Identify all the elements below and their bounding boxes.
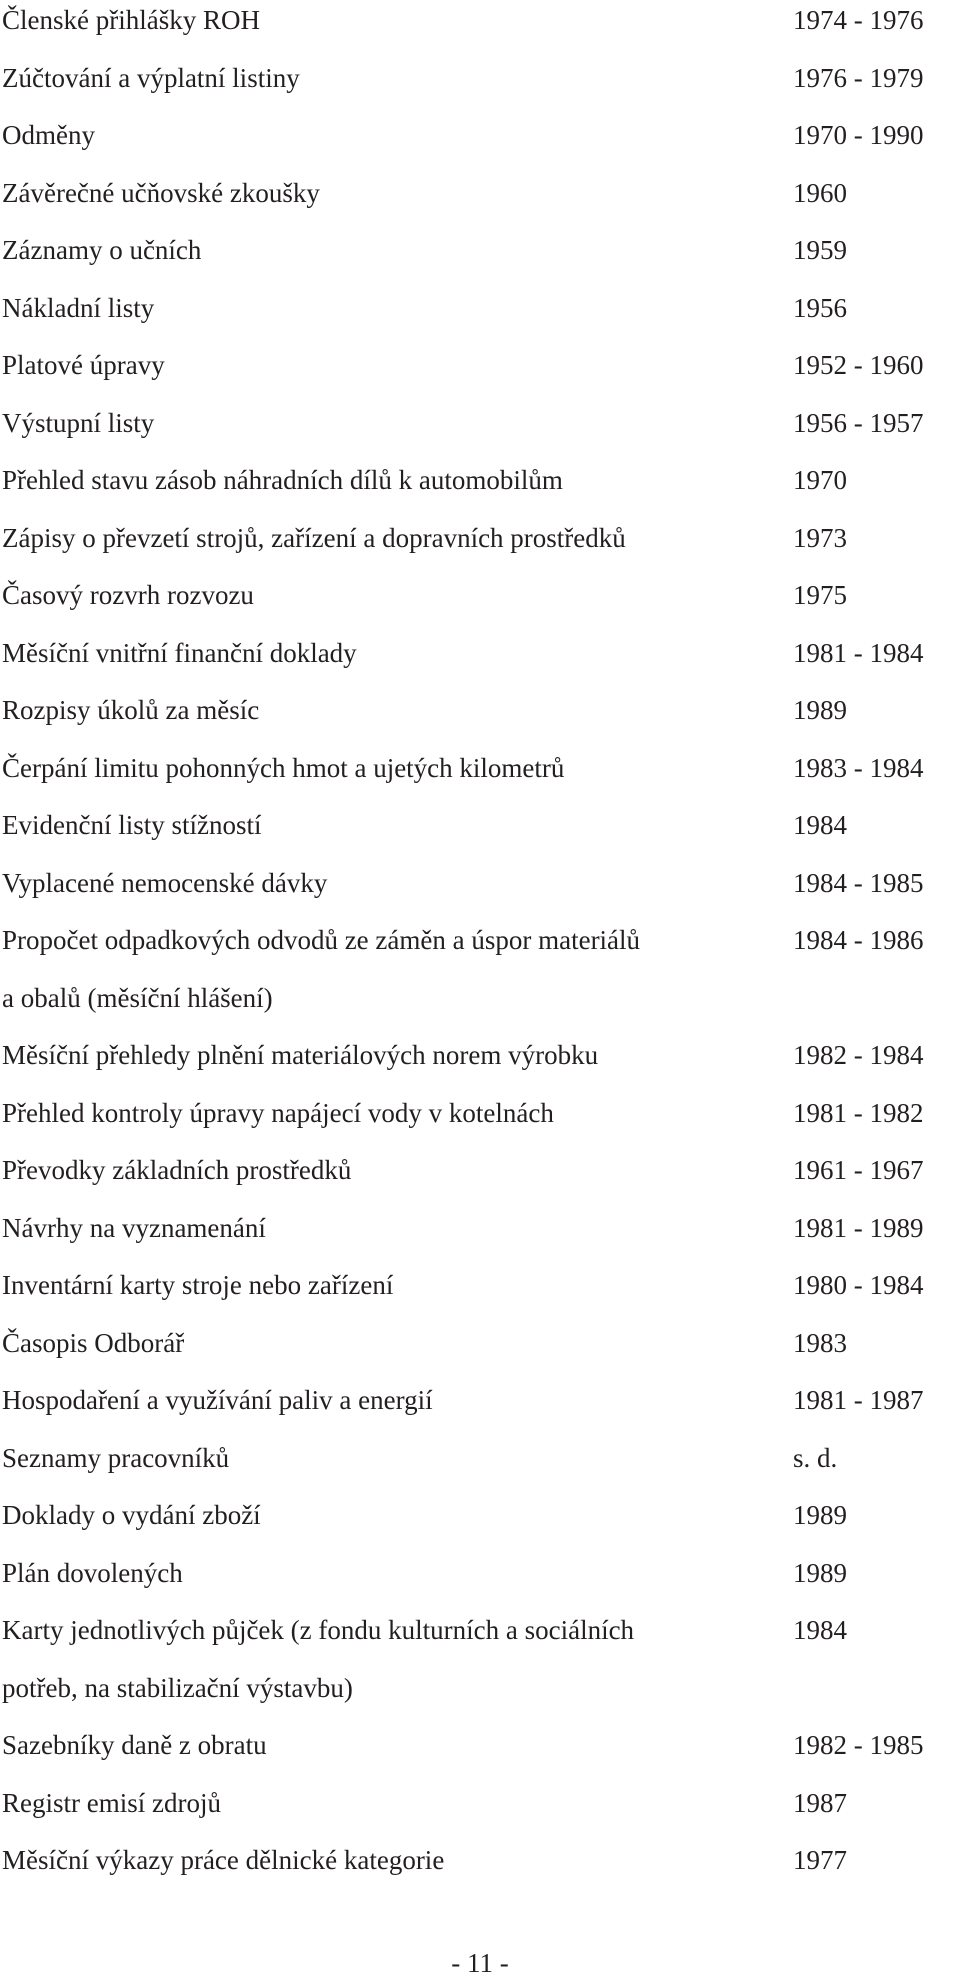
record-title: Rozpisy úkolů za měsíc xyxy=(2,695,260,725)
record-title: Inventární karty stroje nebo zařízení xyxy=(2,1270,394,1300)
record-years: 1982 - 1985 xyxy=(793,1730,924,1760)
record-title: Zúčtování a výplatní listiny xyxy=(2,62,300,93)
record-row xyxy=(0,920,960,978)
record-row xyxy=(0,1668,960,1726)
record-years: 1975 xyxy=(793,580,847,610)
record-title: Registr emisí zdrojů xyxy=(2,1787,221,1818)
record-row xyxy=(0,1610,960,1668)
record-years: 1984 xyxy=(793,810,847,840)
record-row xyxy=(0,1725,960,1783)
record-row xyxy=(0,58,960,116)
record-years: s. d. xyxy=(793,1442,838,1473)
record-title: Měsíční vnitřní finanční doklady xyxy=(2,637,357,668)
record-title: Návrhy na vyznamenání xyxy=(2,1212,266,1243)
record-title: Seznamy pracovníků xyxy=(2,1442,230,1473)
record-years: 1981 - 1987 xyxy=(793,1385,924,1415)
record-row xyxy=(0,403,960,461)
record-years: 1970 - 1990 xyxy=(793,120,924,150)
page-number: - 11 - xyxy=(451,1948,509,1978)
record-row xyxy=(0,1380,960,1438)
record-row xyxy=(0,978,960,1036)
record-years: 1989 xyxy=(793,1500,847,1530)
record-title: Přehled kontroly úpravy napájecí vody v kotelnách xyxy=(2,1097,554,1128)
record-title: Závěrečné učňovské zkoušky xyxy=(2,177,320,208)
record-years: 1981 - 1982 xyxy=(793,1097,924,1128)
record-years: 1984 xyxy=(793,1615,847,1645)
record-years: 1961 - 1967 xyxy=(793,1155,924,1185)
record-row xyxy=(0,230,960,288)
record-title: Časopis Odborář xyxy=(2,1327,185,1358)
record-years: 1981 - 1989 xyxy=(793,1212,924,1243)
record-row xyxy=(0,460,960,518)
record-years: 1981 - 1984 xyxy=(793,637,924,668)
record-years: 1989 xyxy=(793,1557,847,1588)
record-title: Plán dovolených xyxy=(2,1557,183,1588)
record-title: Měsíční výkazy práce dělnické kategorie xyxy=(2,1845,445,1875)
record-years: 1956 - 1957 xyxy=(793,407,924,438)
record-years: 1977 xyxy=(793,1845,847,1875)
record-title: Karty jednotlivých půjček (z fondu kulturních a sociálních xyxy=(2,1615,635,1645)
record-title: Zápisy o převzetí strojů, zařízení a dopravních prostředků xyxy=(2,522,626,553)
record-years: 1973 xyxy=(793,522,847,553)
record-row xyxy=(0,1035,960,1093)
record-years: 1983 xyxy=(793,1327,847,1358)
record-row xyxy=(0,805,960,863)
record-row xyxy=(0,173,960,231)
record-row xyxy=(0,690,960,748)
record-years: 1959 xyxy=(793,235,847,265)
record-row xyxy=(0,633,960,691)
record-title: a obalů (měsíční hlášení) xyxy=(2,982,273,1013)
record-title: Hospodaření a využívání paliv a energií xyxy=(2,1385,433,1415)
record-years: 1982 - 1984 xyxy=(793,1040,924,1070)
record-row xyxy=(0,1438,960,1496)
record-row xyxy=(0,1150,960,1208)
record-title: Nákladní listy xyxy=(2,292,155,323)
record-row xyxy=(0,0,960,58)
record-years: 1987 xyxy=(793,1787,847,1818)
record-row xyxy=(0,863,960,921)
record-years: 1956 xyxy=(793,292,847,323)
record-row xyxy=(0,1265,960,1323)
record-title: Výstupní listy xyxy=(2,407,155,438)
record-title: Měsíční přehledy plnění materiálových norem výrobku xyxy=(2,1040,599,1070)
record-row xyxy=(0,1093,960,1151)
record-years: 1952 - 1960 xyxy=(793,350,924,380)
record-row xyxy=(0,115,960,173)
record-row xyxy=(0,1208,960,1266)
record-title: Záznamy o učních xyxy=(2,235,202,265)
record-row xyxy=(0,748,960,806)
record-title: potřeb, na stabilizační výstavbu) xyxy=(2,1672,353,1703)
record-title: Sazebníky daně z obratu xyxy=(2,1730,267,1760)
record-title: Čerpání limitu pohonných hmot a ujetých kilometrů xyxy=(2,752,565,783)
record-years: 1984 - 1985 xyxy=(793,867,924,898)
record-years: 1980 - 1984 xyxy=(793,1270,924,1300)
record-row xyxy=(0,1323,960,1381)
record-years: 1974 - 1976 xyxy=(793,5,924,35)
record-title: Přehled stavu zásob náhradních dílů k automobilům xyxy=(2,465,563,495)
record-years: 1960 xyxy=(793,177,847,208)
record-title: Platové úpravy xyxy=(2,350,165,380)
record-title: Převodky základních prostředků xyxy=(2,1155,352,1185)
record-row xyxy=(0,518,960,576)
record-title: Evidenční listy stížností xyxy=(2,810,262,840)
record-row xyxy=(0,1553,960,1611)
record-title: Doklady o vydání zboží xyxy=(2,1500,261,1530)
record-title: Odměny xyxy=(2,120,95,150)
record-title: Časový rozvrh rozvozu xyxy=(2,580,254,610)
record-row xyxy=(0,1495,960,1553)
record-row xyxy=(0,345,960,403)
record-row xyxy=(0,1840,960,1898)
record-row xyxy=(0,1783,960,1841)
record-years: 1983 - 1984 xyxy=(793,752,924,783)
record-row xyxy=(0,288,960,346)
record-row xyxy=(0,575,960,633)
record-title: Členské přihlášky ROH xyxy=(2,5,260,35)
record-years: 1970 xyxy=(793,465,847,495)
record-years: 1976 - 1979 xyxy=(793,62,924,93)
record-title: Propočet odpadkových odvodů ze záměn a úspor materiálů xyxy=(2,925,641,955)
record-years: 1989 xyxy=(793,695,847,725)
record-years: 1984 - 1986 xyxy=(793,925,924,955)
record-title: Vyplacené nemocenské dávky xyxy=(2,867,328,898)
